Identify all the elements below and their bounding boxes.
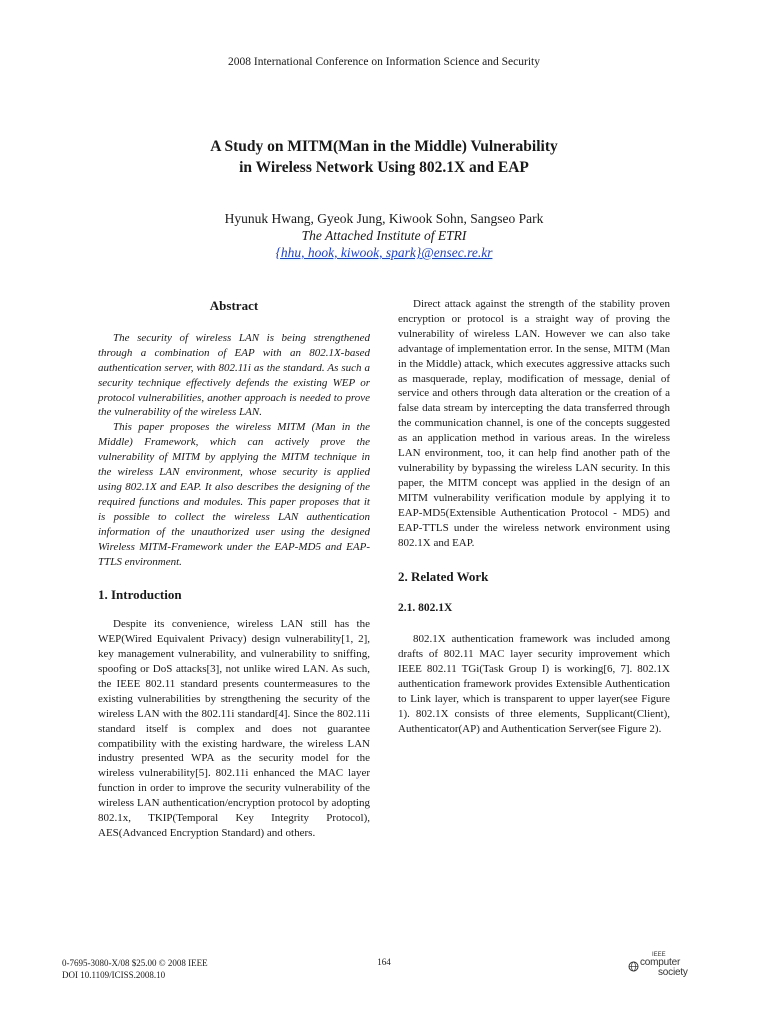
- left-column: [98, 297, 370, 841]
- paper-title: [0, 136, 768, 178]
- footer-publication-info: [62, 957, 208, 981]
- conference-header: 2008 International Conference on Information Science and Security: [228, 56, 540, 68]
- related-work-paragraph: 802.1X authentication framework was included among drafts of 802.11 MAC layer security improvement which IEEE 802.11 TGi(Task Group I) is working[6, 7]. 802.1X authentication framework provides Extensible Authentication to Link layer, which is transparent to upper layer(see Figure 1). 802.1X consists of three elements, Supplicant(Client), Authenticator(AP) and Authentication Server(see Figure 2).: [398, 633, 670, 735]
- email-link[interactable]: {hhu, hook, kiwook, spark}@ensec.re.kr: [275, 245, 493, 260]
- footer-doi: DOI 10.1109/ICISS.2008.10: [62, 970, 166, 980]
- author-block: [0, 210, 768, 261]
- logo-word-society: society: [658, 967, 688, 978]
- right-column: [398, 297, 670, 737]
- logo-word-computer: computer: [640, 957, 681, 968]
- author-names: Hyunuk Hwang, Gyeok Jung, Kiwook Sohn, Sangseo Park: [224, 211, 544, 226]
- affiliation: The Attached Institute of ETRI: [301, 228, 467, 243]
- ieee-computer-society-logo: [628, 952, 698, 980]
- abstract-paragraph: This paper proposes the wireless MITM (Man in the Middle) Framework, which can actively prove the vulnerability of MITM by applying the MITM technique in the wireless LAN environment, whose security is applied using 802.1X and EAP. It also describes the designing of the required functions and modules. This paper proposes that it is possible to collect the wireless LAN authentication information of the unauthorized user using the designed Wireless MITM-Framework under the EAP-MD5 and EAP-TTLS environment.: [98, 421, 370, 568]
- subsection-heading-802-1x: 2.1. 802.1X: [398, 602, 453, 615]
- title-line-2: in Wireless Network Using 802.1X and EAP: [239, 159, 529, 176]
- logo-ieee-text: IEEE: [652, 952, 666, 958]
- abstract-body: [98, 331, 370, 570]
- abstract-heading: Abstract: [209, 298, 259, 313]
- intro-paragraph: Despite its convenience, wireless LAN still has the WEP(Wired Equivalent Privacy) design vulnerability[1, 2], key management vulnerability, and vulnerability to sniffing, spoofing or DoS attacks[3], not unlike wired LAN. As such, the IEEE 802.11 standard presents countermeasures to the existing vulnerabilities by strengthening the security of the wireless LAN with the 802.11i standard[4]. Since the 802.11i standard itself is complex and does not guarantee compatibility with the existing hardware, the wireless LAN industry presented WPA as the security model for the wireless vulnerability[5]. 802.11i enhanced the MAC layer function in order to improve the security vulnerability of the wireless LAN authentication/encryption protocol by adopting 802.1x, TKIP(Temporal Key Integrity Protocol), AES(Advanced Encryption Standard) and others.: [98, 618, 370, 839]
- title-line-1: A Study on MITM(Man in the Middle) Vulnerability: [210, 138, 558, 155]
- globe-icon: [628, 961, 639, 972]
- abstract-paragraph: The security of wireless LAN is being strengthened through a combination of EAP with an 802.1X-based authentication server, with 802.11i as the standard. As such a security technique effectively defends the existing WEP or protocol vulnerabilities, another approach is needed to prove the vulnerability of the wireless LAN.: [98, 331, 370, 419]
- page-number: 164: [377, 957, 391, 967]
- section-heading-introduction: 1. Introduction: [98, 587, 182, 603]
- footer-isbn: 0-7695-3080-X/08 $25.00 © 2008 IEEE: [62, 958, 208, 968]
- intro-paragraph: Direct attack against the strength of the stability proven encryption or protocol is a straight way of proving the vulnerability of wireless LAN. However we can also take advantage of implementation error. In the sense, MITM (Man in the Middle) attack, which executes aggressive attacks such as masquerade, replay, modification of message, denial of service and others through data alteration or the creation of a false data stream by intercepting the data transferred through the communication channel, is one of the concepts suggested as an application method in various areas. In the wireless LAN environment, too, it can help find another path of the vulnerability by bypassing the wireless LAN security. In this paper, the MITM concept was applied in the design of an MITM vulnerability verification module by applying it to EAP-MD5(Extensible Authentication Protocol - MD5) and EAP-TTLS under the wireless network environment using 802.1X and EAP.: [398, 298, 670, 549]
- section-heading-related-work: 2. Related Work: [398, 569, 489, 585]
